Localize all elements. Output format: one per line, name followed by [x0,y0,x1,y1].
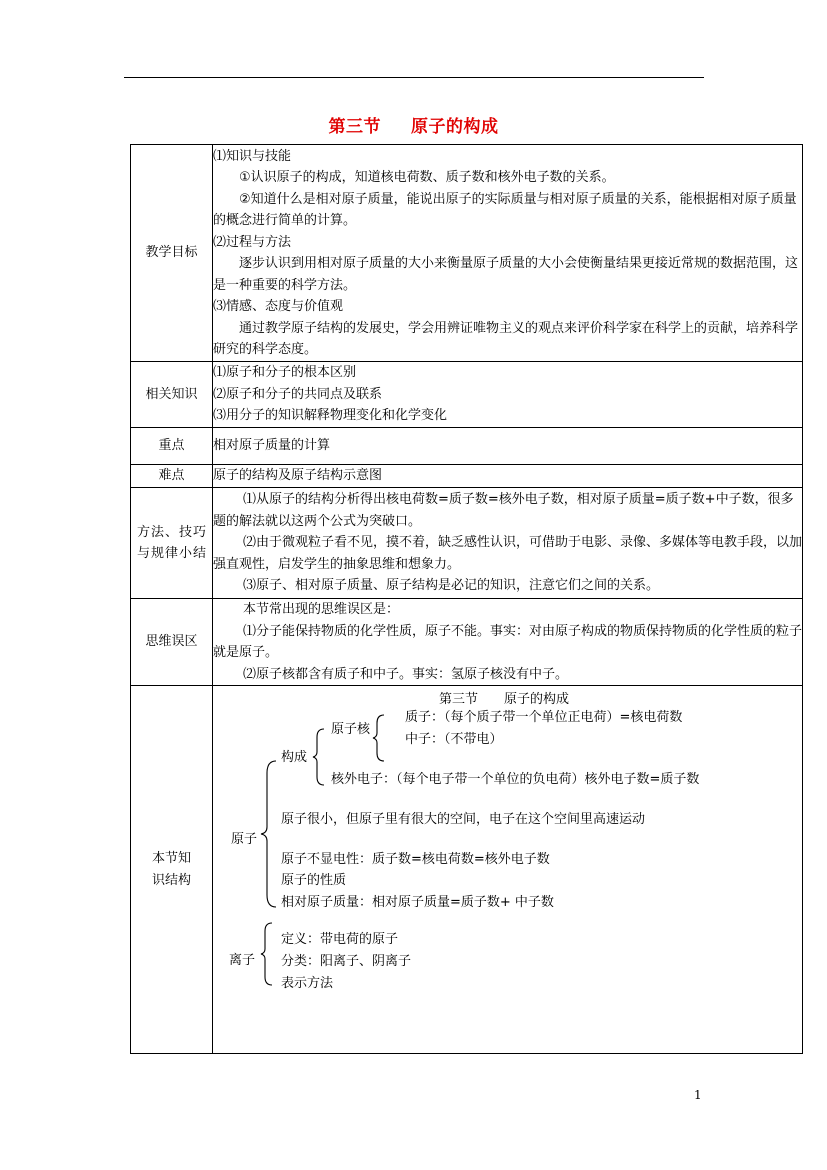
atom-text: 原子 [231,832,258,847]
ion-definition-text: 定义：带电荷的原子 [281,932,399,947]
atom-properties-text: 原子的性质 [281,873,347,888]
goal-line: ②知道什么是相对原子质量，能说出原子的实际质量与相对原子质量的关系，能根据相对原子质量的概念进行简单的计算。 [213,191,797,228]
ion-text: 离子 [229,953,256,968]
title-name: 原子的构成 [411,117,499,137]
nucleus-text: 原子核 [331,722,371,737]
goal-line: ⑵过程与方法 [213,234,292,250]
page-title [0,112,827,137]
goal-line: 通过教学原子结构的发展史，学会用辨证唯物主义的观点来评价科学家在科学上的贡献，培养科学研究的科学态度。 [213,320,799,357]
ion-classification-text: 分类：阳离子、阴离子 [281,954,412,969]
label-methods: 方法、技巧与规律小结 [131,488,213,599]
related-line: ⑶用分子的知识解释物理变化和化学变化 [213,408,448,424]
misconception-line: ⑴分子能保持物质的化学性质，原子不能。事实：对由原子构成的物质保持物质的化学性质的粒子就是原子。 [213,623,803,660]
content-structure [213,686,803,1054]
title-section: 第三节 [328,117,381,137]
method-line: ⑶原子、相对原子质量、原子结构是必记的知识，注意它们之间的关系。 [243,578,660,594]
electron-text: 核外电子：（每个电子带一个单位的负电荷）核外电子数=质子数 [331,772,700,787]
related-line: ⑵原子和分子的共同点及联系 [213,386,383,402]
proton-text: 质子：（每个质子带一个单位正电荷）=核电荷数 [405,710,683,725]
content-key: 相对原子质量的计算 [213,428,803,465]
content-difficulty: 原子的结构及原子结构示意图 [213,465,803,488]
related-line: ⑴原子和分子的根本区别 [213,365,357,381]
neutron-text: 中子：（不带电） [405,732,503,747]
method-line: ⑵由于微观粒子看不见，摸不着，缺乏感性认识，可借助于电影、录像、多媒体等电教手段，以加强直观性，启发学生的抽象思维和想象力。 [213,535,803,572]
knowledge-structure-diagram [213,689,802,1050]
row-structure [131,686,803,1054]
method-line: ⑴从原子的结构分析得出核电荷数=质子数=核外电子数，相对原子质量=质子数+中子数，很多题的解法就以这两个公式为突破口。 [213,492,794,529]
ion-notation-text: 表示方法 [281,976,334,991]
goal-line: ⑴知识与技能 [213,148,292,164]
row-goals [131,145,803,362]
label-structure: 本节知识结构 [131,686,213,1054]
label-misconceptions: 思维误区 [131,599,213,686]
goal-line: 逐步认识到用相对原子质量的大小来衡量原子质量的大小会使衡量结果更接近常规的数据范围，这是一种重要的科学方法。 [213,256,799,293]
goal-line: ①认识原子的构成，知道核电荷数、质子数和核外电子数的关系。 [239,170,615,185]
label-goals: 教学目标 [131,145,213,362]
atom-brace-icon [259,759,279,909]
content-misconceptions [213,599,803,686]
composition-text: 构成 [281,750,308,765]
structure-heading: 第三节 原子的构成 [439,692,570,707]
atom-neutral-text: 原子不显电性：质子数=核电荷数=核外电子数 [281,852,550,867]
label-key: 重点 [131,428,213,465]
content-goals [213,145,803,362]
page-number: 1 [694,1088,702,1102]
relative-mass-text: 相对原子质量：相对原子质量=质子数+ 中子数 [281,895,554,910]
atom-size-text: 原子很小，但原子里有很大的空间，电子在这个空间里高速运动 [281,812,646,827]
composition-brace-icon [311,727,327,787]
ion-brace-icon [259,921,275,987]
row-methods [131,488,803,599]
label-difficulty: 难点 [131,465,213,488]
content-related [213,362,803,428]
row-key [131,428,803,465]
nucleus-brace-icon [371,713,387,763]
row-related [131,362,803,428]
header-rule [124,77,704,78]
content-methods [213,488,803,599]
lesson-table [130,144,803,1054]
row-difficulty [131,465,803,488]
misconception-line: ⑵原子核都含有质子和中子。事实：氢原子核没有中子。 [243,666,569,682]
misconception-line: 本节常出现的思维误区是： [243,602,400,617]
row-misconceptions [131,599,803,686]
label-related: 相关知识 [131,362,213,428]
goal-line: ⑶情感、态度与价值观 [213,299,344,314]
